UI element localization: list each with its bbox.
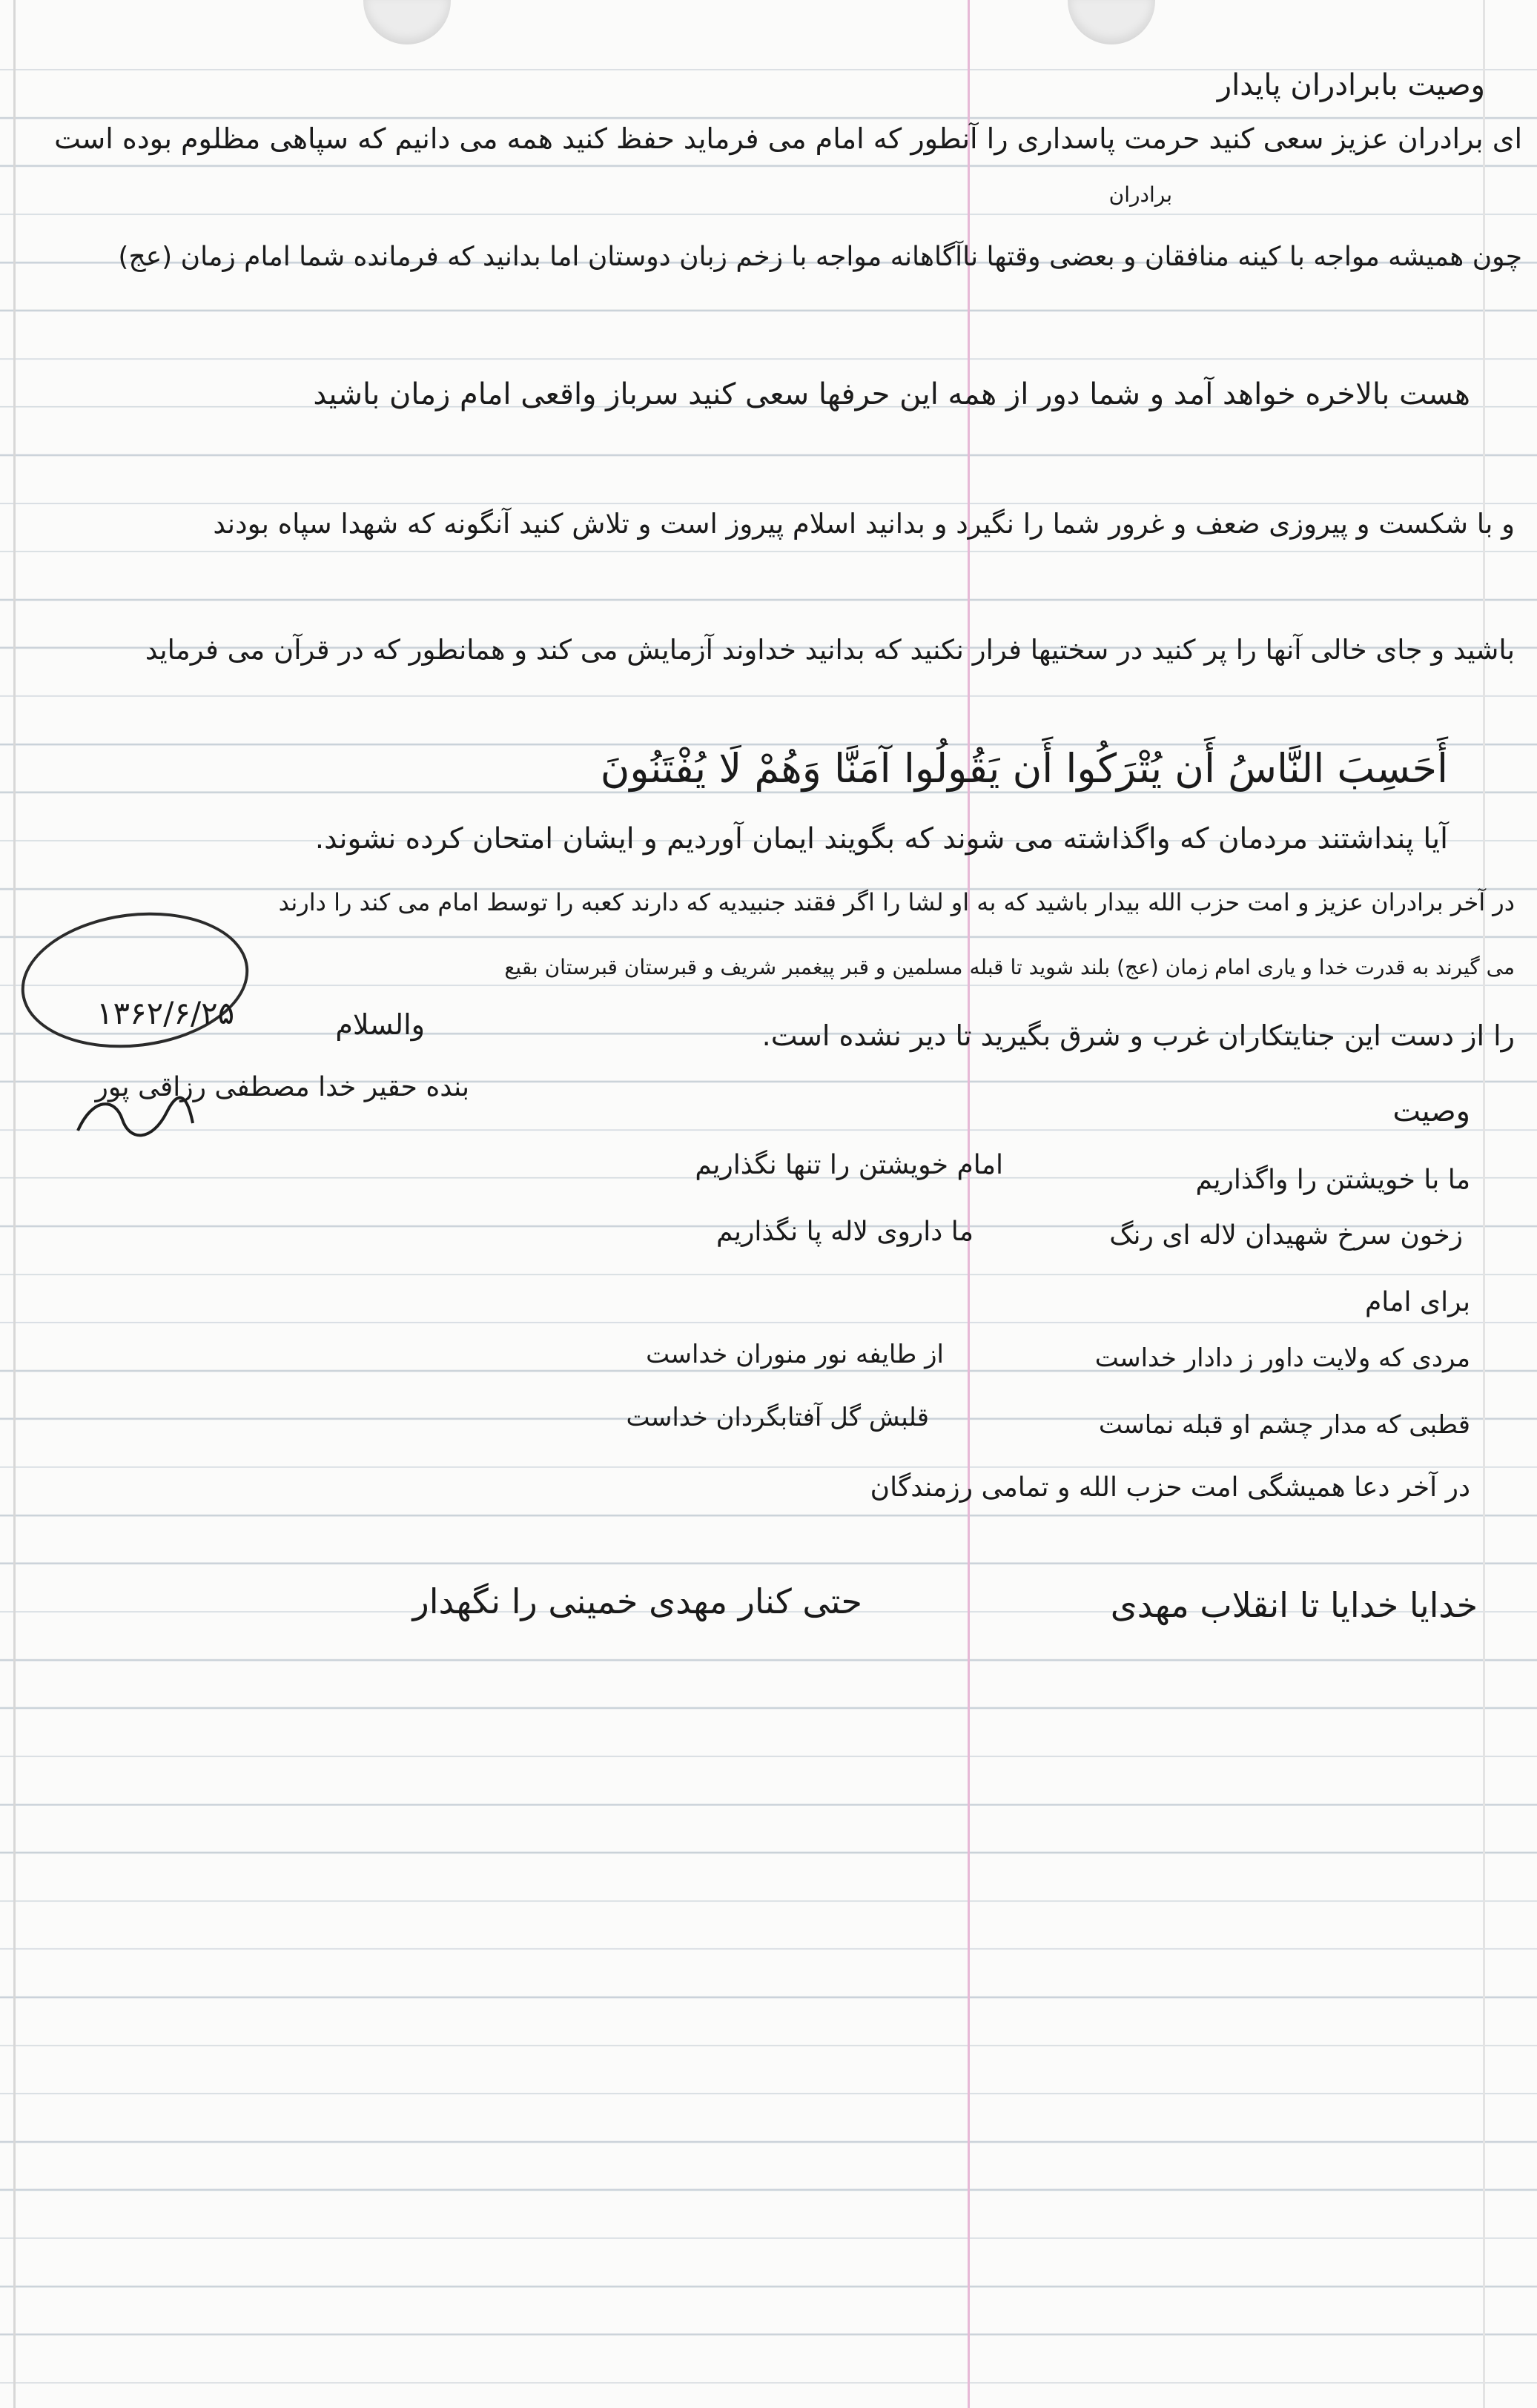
closing-salutation: والسلام: [335, 1008, 425, 1041]
paragraph2-line-1: در آخر برادران عزیز و امت حزب الله بیدار باشید که به او لشا را اگر فقند جنبیدیه که دارند کعبه را توسط امام می کند را دارند: [278, 888, 1515, 916]
poem2-line-2-left: قلبش گل آفتابگردان خداست: [626, 1403, 929, 1432]
prayer-right: خدایا خدایا تا انقلاب مهدی: [1110, 1585, 1478, 1625]
poem1-line-1-right: ما با خویشتن را واگذاریم: [1195, 1165, 1470, 1195]
poem2-heading: برای امام: [1364, 1287, 1470, 1317]
poem1-line-1-left: امام خویشتن را تنها نگذاریم: [695, 1150, 1003, 1180]
paragraph2-line-3: را از دست این جنایتکاران غرب و شرق بگیرید تا دیر نشده است.: [761, 1019, 1515, 1052]
quran-verse: أَحَسِبَ النَّاسُ أَن يُتْرَكُوا أَن يَقُولُوا آمَنَّا وَهُمْ لَا يُفْتَنُونَ: [600, 745, 1448, 792]
vertical-margin-line: [968, 0, 970, 2408]
paragraph1-line-3: هست بالاخره خواهد آمد و شما دور از همه این حرفها سعی کنید سرباز واقعی امام زمان باشید: [313, 377, 1470, 411]
interline-note: برادران: [1108, 182, 1172, 207]
poem1-line-2-left: ما داروی لاله پا نگذاریم: [716, 1217, 974, 1247]
paragraph1-line-4: و با شکست و پیروزی ضعف و غرور شما را نگیرد و بدانید اسلام پیروز است و تلاش کنید آنگونه که شهدا سپاه بودند: [213, 508, 1515, 540]
closing-signature: بنده حقیر خدا مصطفی رزاقی پور: [95, 1072, 469, 1102]
paragraph2-line-2: می گیرند به قدرت خدا و یاری امام زمان (عج) بلند شوید تا قبله مسلمین و قبر پیغمبر شریف و قبرستان قبرستان بقیع: [504, 955, 1515, 979]
verse-translation: آیا پنداشتند مردمان که واگذاشته می شوند که بگویند ایمان آوردیم و ایشان امتحان کرده نشوند.: [314, 822, 1448, 856]
prayer-left: حتی کنار مهدی خمینی را نگهدار: [412, 1581, 862, 1621]
poem2-line-2-right: قطبی که مدار چشم او قبله نماست: [1098, 1410, 1470, 1440]
poem2-line-1-left: از طایفه نور منوران خداست: [646, 1340, 944, 1369]
paragraph1-line-2: چون همیشه مواجه با کینه منافقان و بعضی وقتها ناآگاهانه مواجه با زخم زبان دوستان اما بدانید که فرمانده شما امام زمان (عج): [118, 242, 1522, 272]
will-heading: وصیت: [1392, 1094, 1470, 1128]
final-line: در آخر دعا همیشگی امت حزب الله و تمامی رزمندگان: [870, 1472, 1470, 1503]
signature-flourish-icon: [70, 1090, 196, 1142]
page-right-edge: [1483, 0, 1485, 2408]
paragraph1-line-5: باشید و جای خالی آنها را پر کنید در سختیها فرار نکنید که بدانید خداوند آزمایش می کند و همانطور که در قرآن می فرماید: [145, 634, 1515, 666]
punch-hole-left: [363, 0, 451, 44]
letter-heading: وصیت بابرادران پایدار: [1217, 68, 1485, 102]
poem1-line-2-right: زخون سرخ شهیدان لاله ای رنگ: [1109, 1220, 1463, 1251]
circled-date-mark: [13, 900, 257, 1060]
poem2-line-1-right: مردی که ولایت داور ز دادار خداست: [1094, 1343, 1470, 1373]
closing-date: ۱۳۶۲/۶/۲۵: [96, 995, 235, 1031]
punch-hole-right: [1068, 0, 1155, 44]
page-left-edge: [13, 0, 16, 2408]
paragraph1-line-1: ای برادران عزیز سعی کنید حرمت پاسداری را آنطور که امام می فرماید حفظ کنید همه می دانیم که سپاهی مظلوم بوده است: [54, 122, 1522, 155]
